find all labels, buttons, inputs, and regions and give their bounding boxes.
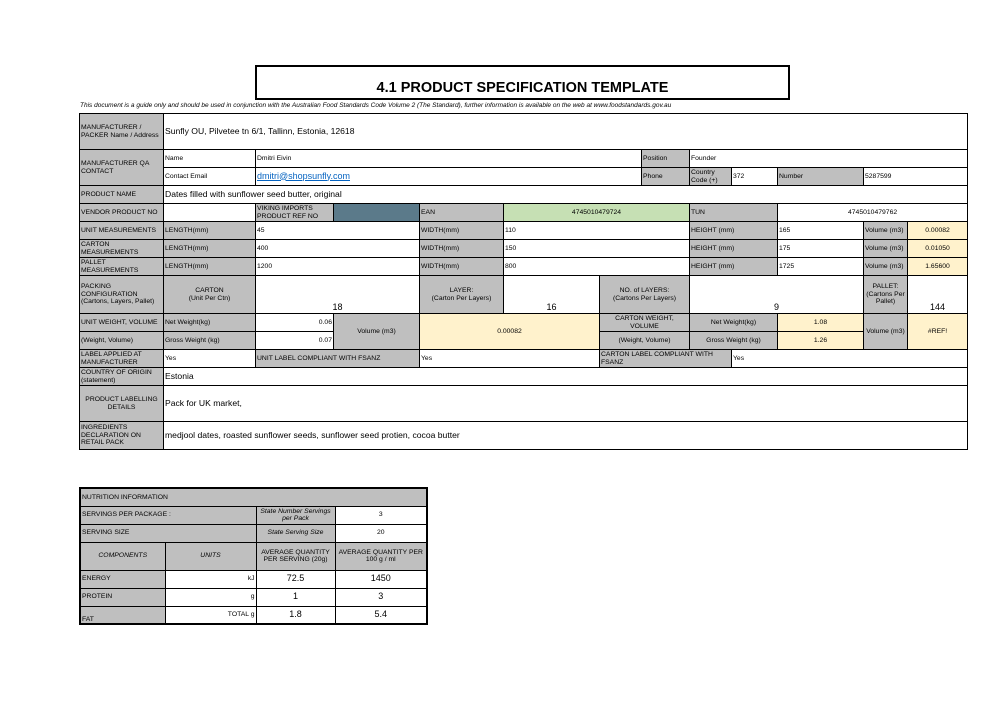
carton-width[interactable]: 150 [504, 240, 690, 258]
labelling-value[interactable]: Pack for UK market, [164, 386, 968, 422]
pallet-height[interactable]: 1725 [778, 258, 864, 276]
tun-label: TUN [690, 204, 778, 222]
weights-row-1 [80, 314, 968, 332]
component-unit: TOTAL g [165, 606, 256, 624]
phone-label: Phone [642, 168, 690, 186]
gross-weight-label: Gross Weight (kg) [164, 332, 256, 350]
unit-width[interactable]: 110 [504, 222, 690, 240]
carton-config-label [164, 276, 256, 314]
component-name: PROTEIN [80, 588, 165, 606]
carton-config-value[interactable]: 18 [256, 276, 420, 314]
nutrition-table [79, 487, 428, 625]
carton-length[interactable]: 400 [256, 240, 420, 258]
pallet-config-title: PALLET: [872, 283, 899, 291]
number-value[interactable]: 5287599 [864, 168, 968, 186]
origin-row [80, 368, 968, 386]
document-title: 4.1 PRODUCT SPECIFICATION TEMPLATE [255, 65, 790, 100]
unit-length[interactable]: 45 [256, 222, 420, 240]
label-applied-value[interactable]: Yes [164, 350, 256, 368]
volume-label: Volume (m3) [864, 258, 908, 276]
layers-config-value[interactable]: 9 [690, 276, 864, 314]
width-label: WIDTH(mm) [420, 222, 504, 240]
layers-config-label [600, 276, 690, 314]
packing-row [80, 276, 968, 314]
height-label: HEIGHT (mm) [690, 240, 778, 258]
product-name-label: PRODUCT NAME [80, 186, 164, 204]
per-serving-value[interactable]: 1 [256, 588, 335, 606]
per-serving-value[interactable]: 72.5 [256, 570, 335, 588]
per-serving-value[interactable]: 1.8 [256, 606, 335, 624]
pallet-volume[interactable]: 1.65600 [908, 258, 968, 276]
width-label: WIDTH(mm) [420, 240, 504, 258]
volume-label: Volume (m3) [864, 222, 908, 240]
nutrition-header: NUTRITION INFORMATION [80, 488, 427, 506]
carton-measurements-row [80, 240, 968, 258]
servings-value[interactable]: 3 [335, 506, 427, 524]
ean-value[interactable]: 4745010479724 [504, 204, 690, 222]
length-label: LENGTH(mm) [164, 222, 256, 240]
nutrition-row-fat [80, 606, 427, 624]
avg-serving-header: AVERAGE QUANTITY PER SERVING (20g) [256, 542, 335, 570]
qa-contact-row-2 [80, 168, 968, 186]
disclaimer-text: This document is a guide only and should be used in conjunction with the Australian Food Standards Code Volume 2 (The Standard), further information is available on the web at www.foodstandards.gov.au [80, 102, 672, 109]
carton-weight-volume[interactable]: #REF! [908, 314, 968, 350]
origin-label: COUNTRY OF ORIGIN (statement) [80, 368, 164, 386]
net-weight-label: Net Weight(kg) [164, 314, 256, 332]
ingredients-label: INGREDIENTS DECLARATION ON RETAIL PACK [80, 422, 164, 450]
carton-volume-label: Volume (m3) [864, 314, 908, 350]
manufacturer-label: MANUFACTURER / PACKER Name / Address [80, 114, 164, 150]
number-label: Number [778, 168, 864, 186]
ingredients-row [80, 422, 968, 450]
unit-measurements-label: UNIT MEASUREMENTS [80, 222, 164, 240]
serving-size-row [80, 524, 427, 542]
length-label: LENGTH(mm) [164, 258, 256, 276]
packing-label: PACKING CONFIGURATION (Cartons, Layers, Pallet) [80, 276, 164, 314]
nutrition-row-energy [80, 570, 427, 588]
origin-value[interactable]: Estonia [164, 368, 968, 386]
unit-weight-sub: (Weight, Volume) [80, 332, 164, 350]
carton-config-title: CARTON [195, 287, 224, 295]
gross-weight-label: Gross Weight (kg) [690, 332, 778, 350]
labelling-row [80, 386, 968, 422]
per-100-value[interactable]: 3 [335, 588, 427, 606]
unit-net-weight[interactable]: 0.06 [256, 314, 334, 332]
position-value[interactable]: Founder [690, 150, 968, 168]
position-label: Position [642, 150, 690, 168]
pallet-measurements-label: PALLET MEASUREMENTS [80, 258, 164, 276]
carton-net-weight[interactable]: 1.08 [778, 314, 864, 332]
per-100-value[interactable]: 1450 [335, 570, 427, 588]
pallet-width[interactable]: 800 [504, 258, 690, 276]
component-unit: kJ [165, 570, 256, 588]
pallet-config-value[interactable]: 144 [908, 276, 968, 314]
layer-config-sub: (Carton Per Layers) [431, 294, 492, 302]
ingredients-value[interactable]: medjool dates, roasted sunflower seeds, sunflower seed protien, cocoa butter [164, 422, 968, 450]
pallet-config-label [864, 276, 908, 314]
viking-value[interactable] [334, 204, 420, 222]
width-label: WIDTH(mm) [420, 258, 504, 276]
layer-config-title: LAYER: [449, 287, 474, 295]
unit-measurements-row [80, 222, 968, 240]
per-100-value[interactable]: 5.4 [335, 606, 427, 624]
serving-size-label: SERVING SIZE [80, 524, 256, 542]
carton-config-sub: (Unit Per Ctn) [188, 294, 231, 302]
avg-100-header: AVERAGE QUANTITY PER 100 g / ml [335, 542, 427, 570]
components-header: COMPONENTS [80, 542, 165, 570]
email-label: Contact Email [164, 168, 256, 186]
name-label: Name [164, 150, 256, 168]
vendor-row [80, 204, 968, 222]
serving-size-state: State Serving Size [256, 524, 335, 542]
servings-label: SERVINGS PER PACKAGE : [80, 506, 256, 524]
carton-compliant-label: CARTON LABEL COMPLIANT WITH FSANZ [600, 350, 732, 368]
carton-height[interactable]: 175 [778, 240, 864, 258]
carton-gross-weight[interactable]: 1.26 [778, 332, 864, 350]
country-code-value[interactable]: 372 [732, 168, 778, 186]
nutrition-columns-row [80, 542, 427, 570]
height-label: HEIGHT (mm) [690, 222, 778, 240]
pallet-length[interactable]: 1200 [256, 258, 420, 276]
component-name: FAT [80, 606, 165, 624]
pallet-measurements-row [80, 258, 968, 276]
pallet-config-sub: (Cartons Per Pallet) [866, 290, 905, 306]
manufacturer-value[interactable]: Sunfly OU, Pilvetee tn 6/1, Tallinn, Estonia, 12618 [164, 114, 968, 150]
email-link[interactable] [256, 168, 642, 186]
carton-volume[interactable]: 0.01050 [908, 240, 968, 258]
unit-volume[interactable]: 0.00082 [908, 222, 968, 240]
nutrition-row-protein [80, 588, 427, 606]
qa-contact-label: MANUFACTURER QA CONTACT [80, 150, 164, 186]
label-applied-label: LABEL APPLIED AT MANUFACTURER [80, 350, 164, 368]
nutrition-header-row [80, 488, 427, 506]
component-name: ENERGY [80, 570, 165, 588]
unit-weight-label: UNIT WEIGHT, VOLUME [80, 314, 164, 332]
qa-contact-row-1 [80, 150, 968, 168]
email-link-text[interactable]: dmitri@shopsunfly.com [257, 170, 350, 181]
carton-compliant-value[interactable]: Yes [732, 350, 968, 368]
country-code-label: Country Code (+) [690, 168, 732, 186]
layer-config-value[interactable]: 16 [504, 276, 600, 314]
carton-measurements-label: CARTON MEASUREMENTS [80, 240, 164, 258]
unit-volume-label: Volume (m3) [334, 314, 420, 350]
unit-weight-volume[interactable]: 0.00082 [420, 314, 600, 350]
serving-size-value[interactable]: 20 [335, 524, 427, 542]
unit-gross-weight[interactable]: 0.07 [256, 332, 334, 350]
component-unit: g [165, 588, 256, 606]
vendor-label: VENDOR PRODUCT NO [80, 204, 164, 222]
labelling-label: PRODUCT LABELLING DETAILS [80, 386, 164, 422]
carton-weight-label: CARTON WEIGHT, VOLUME [600, 314, 690, 332]
volume-label: Volume (m3) [864, 240, 908, 258]
viking-label: VIKING IMPORTS PRODUCT REF NO [256, 204, 334, 222]
length-label: LENGTH(mm) [164, 240, 256, 258]
product-name-value[interactable]: Dates filled with sunflower seed butter, original [164, 186, 968, 204]
unit-compliant-label: UNIT LABEL COMPLIANT WITH FSANZ [256, 350, 420, 368]
carton-weight-sub: (Weight, Volume) [600, 332, 690, 350]
vendor-value[interactable] [164, 204, 256, 222]
net-weight-label: Net Weight(kg) [690, 314, 778, 332]
unit-compliant-value[interactable]: Yes [420, 350, 600, 368]
servings-row [80, 506, 427, 524]
layers-config-sub: (Cartons Per Layers) [612, 294, 677, 302]
unit-height[interactable]: 165 [778, 222, 864, 240]
name-value[interactable]: Dmitri Eivin [256, 150, 642, 168]
height-label: HEIGHT (mm) [690, 258, 778, 276]
product-name-row [80, 186, 968, 204]
spec-table [79, 113, 968, 450]
layer-config-label [420, 276, 504, 314]
servings-state: State Number Servings per Pack [256, 506, 335, 524]
tun-value[interactable]: 4745010479762 [778, 204, 968, 222]
manufacturer-row [80, 114, 968, 150]
layers-config-title: NO. of LAYERS: [619, 287, 670, 295]
units-header: UNITS [165, 542, 256, 570]
label-applied-row [80, 350, 968, 368]
ean-label: EAN [420, 204, 504, 222]
